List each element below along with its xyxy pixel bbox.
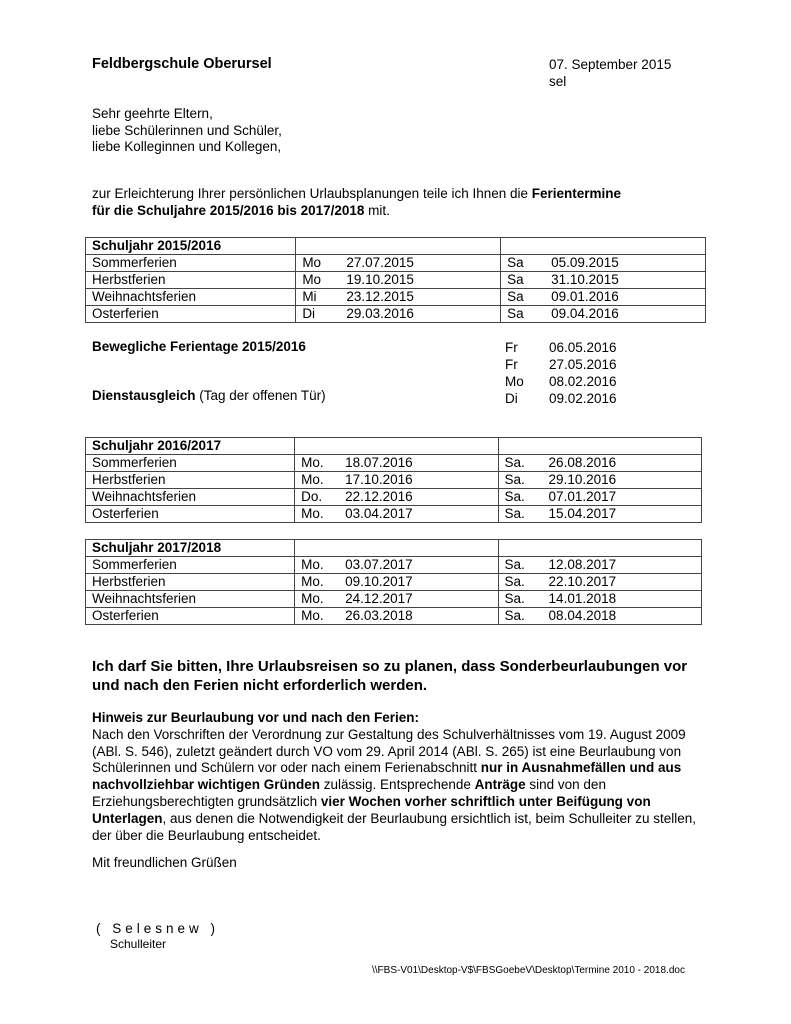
table-row — [86, 455, 702, 472]
hinweis-text: sind von den Erziehungsberechtigten grundsätzlich — [92, 777, 606, 809]
weekday: Mo. — [301, 506, 324, 521]
holiday-name: Weihnachtsferien — [86, 489, 295, 506]
holiday-table-2015-2016 — [85, 237, 706, 323]
table-title: Schuljahr 2015/2016 — [86, 238, 296, 255]
table-row — [86, 591, 702, 608]
end-cell — [498, 574, 701, 591]
table-title: Schuljahr 2017/2018 — [86, 540, 295, 557]
date: 29.03.2016 — [346, 306, 414, 321]
date: 31.10.2015 — [551, 272, 619, 287]
hinweis-bold: vier Wochen vorher schriftlich unter Beifügung von Unterlagen — [92, 793, 651, 826]
end-cell — [501, 255, 706, 272]
movable-days-label: Bewegliche Ferientage 2015/2016 — [92, 339, 306, 354]
letter-date-block — [549, 56, 671, 90]
holiday-name: Herbstferien — [86, 272, 296, 289]
hinweis-body — [92, 727, 702, 845]
date: 14.01.2018 — [548, 591, 617, 606]
footer-file-path: \\FBS-V01\Desktop-V$\FBSGoebeV\Desktop\Termine 2010 - 2018.doc — [372, 965, 685, 976]
start-cell — [296, 306, 501, 323]
weekday: Sa. — [504, 557, 525, 572]
start-cell — [295, 489, 498, 506]
weekday: Sa. — [504, 472, 525, 487]
empty-cell — [498, 540, 701, 557]
dienstausgleich-label — [92, 388, 326, 403]
date: 24.12.2017 — [345, 591, 413, 606]
weekday: Mo — [505, 374, 524, 389]
table-row — [86, 506, 702, 523]
date: 07.01.2017 — [548, 489, 617, 504]
holiday-name: Osterferien — [86, 506, 295, 523]
holiday-name: Sommerferien — [86, 255, 296, 272]
weekday: Sa. — [504, 506, 525, 521]
holiday-name: Sommerferien — [86, 557, 295, 574]
holiday-table-2016-2017 — [85, 437, 702, 523]
end-cell — [498, 557, 701, 574]
start-cell — [295, 591, 498, 608]
date: 18.07.2016 — [345, 455, 413, 470]
date: 26.08.2016 — [548, 455, 617, 470]
date: 26.03.2018 — [345, 608, 413, 623]
start-cell — [295, 472, 498, 489]
table-header-row — [86, 438, 702, 455]
table-row — [86, 289, 706, 306]
table-header-row — [86, 540, 702, 557]
weekday: Sa — [507, 272, 524, 287]
greeting-line: Sehr geehrte Eltern, — [92, 106, 213, 121]
table-row — [86, 574, 702, 591]
date: 27.05.2016 — [549, 357, 617, 372]
empty-cell — [295, 438, 498, 455]
weekday: Di — [302, 306, 316, 321]
weekday: Mo — [302, 255, 322, 270]
movable-day — [505, 373, 617, 390]
movable-days-list — [505, 339, 617, 407]
hinweis-text: Nach den Vorschriften der Verordnung zur Gestaltung des Schulverhältnisses vom 19. August 2009 (ABl. S. 546), zuletzt geändert durch VO vom 29. April 2014 (ABl. S. 265) ist eine Beurlaubung von Schülerinnen und Schülern vor oder nach einem Ferienabschnitt — [92, 726, 686, 776]
start-cell — [296, 289, 501, 306]
weekday: Sa — [507, 289, 524, 304]
date: 09.01.2016 — [551, 289, 619, 304]
date: 03.04.2017 — [345, 506, 413, 521]
dienst-rest: (Tag der offenen Tür) — [195, 388, 326, 403]
end-cell — [501, 289, 706, 306]
holiday-name: Sommerferien — [86, 455, 295, 472]
signature-name: ( Selesnew ) — [96, 921, 220, 936]
weekday: Sa — [507, 255, 524, 270]
weekday: Fr — [505, 340, 518, 355]
hinweis-text: zulässig. Entsprechende — [320, 777, 475, 793]
date: 05.09.2015 — [551, 255, 619, 270]
date: 12.08.2017 — [548, 557, 617, 572]
weekday: Di — [505, 391, 518, 406]
movable-day — [505, 390, 617, 407]
date: 09.04.2016 — [551, 306, 619, 321]
holiday-name: Weihnachtsferien — [86, 289, 296, 306]
date: 22.10.2017 — [548, 574, 617, 589]
holiday-name: Herbstferien — [86, 472, 295, 489]
letter-date: 07. September 2015 — [549, 57, 672, 72]
date: 09.10.2017 — [345, 574, 413, 589]
hinweis-section — [92, 710, 702, 844]
table-row — [86, 272, 706, 289]
end-cell — [498, 591, 701, 608]
weekday: Mo. — [301, 574, 324, 589]
holiday-table-2017-2018 — [85, 539, 702, 625]
date: 06.05.2016 — [549, 340, 617, 355]
holiday-name: Osterferien — [86, 608, 295, 625]
hinweis-heading: Hinweis zur Beurlaubung vor und nach den Ferien: — [92, 710, 420, 725]
greeting — [92, 106, 282, 156]
weekday: Fr — [505, 357, 518, 372]
start-cell — [295, 557, 498, 574]
weekday: Sa. — [504, 591, 525, 606]
weekday: Mo. — [301, 591, 324, 606]
author-code: sel — [549, 74, 567, 89]
movable-day — [505, 339, 617, 356]
intro-bold: für die Schuljahre 2015/2016 bis 2017/2018 — [92, 202, 365, 218]
weekday: Do. — [301, 489, 323, 504]
date: 29.10.2016 — [548, 472, 617, 487]
movable-day — [505, 356, 617, 373]
date: 08.02.2016 — [549, 374, 617, 389]
table-header-row — [86, 238, 706, 255]
hinweis-bold: Anträge — [474, 777, 526, 793]
end-cell — [498, 506, 701, 523]
start-cell — [295, 608, 498, 625]
intro-bold: Ferientermine — [531, 186, 622, 201]
empty-cell — [498, 438, 701, 455]
start-cell — [295, 574, 498, 591]
end-cell — [501, 272, 706, 289]
table-row — [86, 557, 702, 574]
hinweis-text: , aus denen die Notwendigkeit der Beurlaubung ersichtlich ist, beim Schulleiter zu stellen, der über die Beurlaubung entscheidet. — [92, 810, 697, 843]
date: 27.07.2015 — [346, 255, 414, 270]
table-row — [86, 608, 702, 625]
table-title: Schuljahr 2016/2017 — [86, 438, 295, 455]
holiday-name: Weihnachtsferien — [86, 591, 295, 608]
weekday: Mi — [302, 289, 317, 304]
intro-paragraph — [92, 186, 712, 219]
start-cell — [295, 506, 498, 523]
date: 09.02.2016 — [549, 391, 617, 406]
signature-role: Schulleiter — [110, 937, 167, 951]
hinweis-bold: nur in Ausnahmefällen und aus nachvollziehbar wichtigen Gründen — [92, 760, 682, 793]
end-cell — [498, 608, 701, 625]
weekday: Mo. — [301, 557, 324, 572]
weekday: Sa. — [504, 574, 525, 589]
end-cell — [498, 489, 701, 506]
start-cell — [296, 272, 501, 289]
empty-cell — [501, 238, 706, 255]
table-row — [86, 255, 706, 272]
weekday: Sa. — [504, 608, 525, 623]
greeting-line: liebe Kolleginnen und Kollegen, — [92, 139, 282, 154]
date: 17.10.2016 — [345, 472, 413, 487]
table-row — [86, 472, 702, 489]
end-cell — [498, 472, 701, 489]
date: 08.04.2018 — [548, 608, 617, 623]
weekday: Sa — [507, 306, 524, 321]
weekday: Sa. — [504, 489, 525, 504]
start-cell — [296, 255, 501, 272]
dienst-bold: Dienstausgleich — [92, 388, 196, 403]
weekday: Sa. — [504, 455, 525, 470]
weekday: Mo. — [301, 608, 324, 623]
weekday: Mo. — [301, 455, 324, 470]
table-row — [86, 306, 706, 323]
closing: Mit freundlichen Grüßen — [92, 855, 237, 870]
date: 19.10.2015 — [346, 272, 414, 287]
table-row — [86, 489, 702, 506]
date: 15.04.2017 — [548, 506, 617, 521]
holiday-name: Osterferien — [86, 306, 296, 323]
empty-cell — [295, 540, 498, 557]
weekday: Mo. — [301, 472, 324, 487]
start-cell — [295, 455, 498, 472]
holiday-name: Herbstferien — [86, 574, 295, 591]
end-cell — [498, 455, 701, 472]
greeting-line: liebe Schülerinnen und Schüler, — [92, 122, 282, 138]
date: 03.07.2017 — [345, 557, 413, 572]
intro-text: mit. — [364, 202, 390, 218]
weekday: Mo — [302, 272, 322, 287]
end-cell — [501, 306, 706, 323]
date: 23.12.2015 — [346, 289, 414, 304]
empty-cell — [296, 238, 501, 255]
school-name: Feldbergschule Oberursel — [92, 56, 272, 72]
date: 22.12.2016 — [345, 489, 413, 504]
appeal-paragraph: Ich darf Sie bitten, Ihre Urlaubsreisen so zu planen, dass Sonderbeurlaubungen vor und nach den Ferien nicht erforderlich werden. — [92, 658, 688, 694]
intro-text: zur Erleichterung Ihrer persönlichen Urlaubsplanungen teile ich Ihnen die — [92, 186, 532, 201]
